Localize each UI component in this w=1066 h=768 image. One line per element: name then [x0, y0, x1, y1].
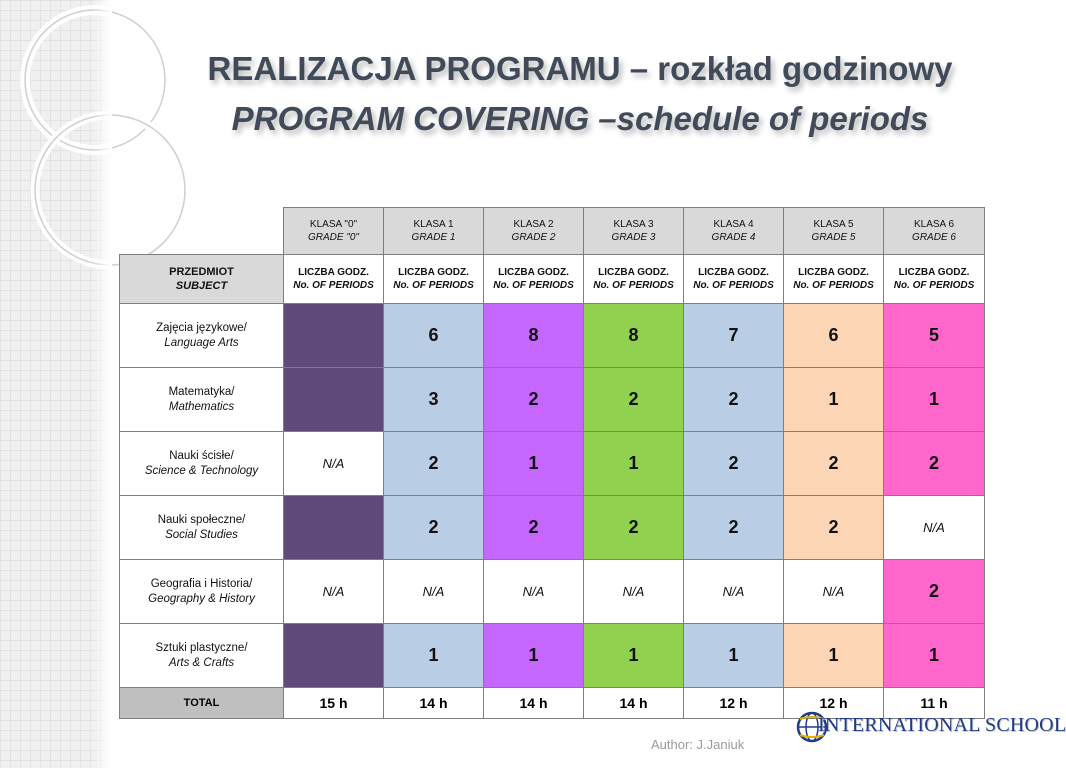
subject-name-en: Language Arts — [164, 337, 239, 349]
grade-header-6 — [884, 208, 985, 255]
total-value: 12 h — [684, 688, 784, 719]
grade-header-3 — [584, 208, 684, 255]
grade-label-en: GRADE 1 — [411, 232, 456, 243]
grade-label-pl: KLASA 6 — [913, 219, 955, 230]
period-cell — [284, 496, 384, 560]
periods-header: LICZBA GODZ. No. OF PERIODS — [284, 255, 384, 304]
period-cell: 2 — [884, 560, 985, 624]
subject-cell — [120, 624, 284, 688]
period-cell: 5 — [884, 304, 985, 368]
period-cell: 1 — [784, 624, 884, 688]
subject-header-en: SUBJECT — [175, 280, 228, 292]
grade-label-pl: KLASA 5 — [813, 219, 854, 230]
subject-name-pl: Geografia i Historia/ — [150, 578, 253, 590]
school-logo — [790, 703, 1066, 749]
grade-header-1 — [384, 208, 484, 255]
subject-name-pl: Zajęcia językowe/ — [156, 322, 247, 334]
period-cell: 6 — [384, 304, 484, 368]
period-cell: 2 — [884, 432, 985, 496]
period-cell: 1 — [884, 624, 985, 688]
total-value: 12 h — [784, 688, 884, 719]
period-cell: 2 — [684, 496, 784, 560]
total-value: 11 h — [884, 688, 985, 719]
subject-row — [120, 624, 985, 688]
period-cell: N/A — [384, 560, 484, 624]
grade-label-en: GRADE 2 — [511, 232, 556, 243]
total-label: TOTAL — [120, 688, 284, 719]
period-cell: N/A — [284, 432, 384, 496]
total-value: 14 h — [584, 688, 684, 719]
subject-name-pl: Sztuki plastyczne/ — [155, 642, 248, 654]
subject-header — [120, 255, 284, 304]
subject-row — [120, 560, 985, 624]
period-cell: 1 — [584, 624, 684, 688]
periods-header: LICZBA GODZ. No. OF PERIODS — [784, 255, 884, 304]
subject-row — [120, 432, 985, 496]
subject-name-en: Social Studies — [165, 529, 238, 541]
period-cell: 2 — [384, 496, 484, 560]
period-cell: 2 — [584, 368, 684, 432]
grade-label-pl: KLASA 1 — [413, 219, 454, 230]
period-cell: 2 — [384, 432, 484, 496]
decorative-rings — [0, 0, 112, 768]
period-cell: 2 — [784, 496, 884, 560]
period-cell: 2 — [784, 432, 884, 496]
grade-label-en: GRADE 5 — [811, 232, 856, 243]
grade-label-pl: KLASA 3 — [613, 219, 654, 230]
grade-header-row — [120, 208, 985, 255]
subject-cell — [120, 496, 284, 560]
subject-row — [120, 304, 985, 368]
subject-name-pl: Nauki społeczne/ — [157, 514, 246, 526]
subject-name-pl: Matematyka/ — [168, 386, 235, 398]
subject-name-pl: Nauki ścisłe/ — [169, 450, 234, 462]
period-cell: 6 — [784, 304, 884, 368]
author-credit: Author: J.Janiuk — [651, 737, 745, 752]
period-cell: N/A — [484, 560, 584, 624]
period-cell: 1 — [784, 368, 884, 432]
subject-rows — [120, 304, 985, 688]
period-cell: 8 — [584, 304, 684, 368]
period-cell: 2 — [684, 432, 784, 496]
periods-header: LICZBA GODZ. No. OF PERIODS — [384, 255, 484, 304]
period-cell: N/A — [784, 560, 884, 624]
grade-header-5 — [784, 208, 884, 255]
period-cell: 1 — [884, 368, 985, 432]
period-cell: 2 — [484, 368, 584, 432]
period-cell: 1 — [684, 624, 784, 688]
subject-header-pl: PRZEDMIOT — [169, 266, 234, 278]
periods-header: LICZBA GODZ. No. OF PERIODS — [684, 255, 784, 304]
subject-name-en: Arts & Crafts — [168, 657, 235, 669]
periods-header: LICZBA GODZ. No. OF PERIODS — [484, 255, 584, 304]
period-cell: 1 — [484, 432, 584, 496]
period-cell: 3 — [384, 368, 484, 432]
subject-name-en: Mathematics — [168, 401, 235, 413]
logo-text: INTERNATIONAL SCHOOL — [818, 714, 1066, 736]
grade-label-en: GRADE 3 — [611, 232, 656, 243]
grade-label-en: GRADE 4 — [711, 232, 756, 243]
grade-header-4 — [684, 208, 784, 255]
title-polish: REALIZACJA PROGRAMU – rozkład godzinowy — [207, 50, 953, 87]
title-english: PROGRAM COVERING –schedule of periods — [231, 100, 929, 137]
total-value: 15 h — [284, 688, 384, 719]
period-cell: N/A — [684, 560, 784, 624]
grade-label-pl: KLASA 2 — [513, 219, 554, 230]
subject-cell — [120, 368, 284, 432]
period-cell: 7 — [684, 304, 784, 368]
periods-header: LICZBA GODZ. No. OF PERIODS — [584, 255, 684, 304]
period-cell: N/A — [284, 560, 384, 624]
periods-header-row — [120, 255, 985, 304]
grade-label-pl: KLASA 4 — [713, 219, 754, 230]
period-cell: 1 — [384, 624, 484, 688]
period-cell — [284, 304, 384, 368]
period-cell: 1 — [484, 624, 584, 688]
total-value: 14 h — [384, 688, 484, 719]
blank-corner — [120, 208, 284, 255]
subject-name-en: Science & Technology — [144, 465, 259, 477]
period-cell: N/A — [884, 496, 985, 560]
subject-cell — [120, 432, 284, 496]
periods-header: LICZBA GODZ. No. OF PERIODS — [884, 255, 985, 304]
grade-header-0 — [284, 208, 384, 255]
subject-name-en: Geography & History — [148, 593, 255, 605]
period-cell — [284, 624, 384, 688]
schedule-table — [119, 207, 985, 719]
grade-label-en: GRADE "0" — [307, 232, 359, 243]
grade-header-2 — [484, 208, 584, 255]
period-cell: 8 — [484, 304, 584, 368]
grade-label-pl: KLASA "0" — [309, 219, 358, 230]
period-cell: 2 — [584, 496, 684, 560]
period-cell: 2 — [484, 496, 584, 560]
period-cell: 2 — [684, 368, 784, 432]
subject-row — [120, 368, 985, 432]
period-cell — [284, 368, 384, 432]
total-value: 14 h — [484, 688, 584, 719]
subject-cell — [120, 560, 284, 624]
subject-cell — [120, 304, 284, 368]
period-cell: 1 — [584, 432, 684, 496]
period-cell: N/A — [584, 560, 684, 624]
decorative-grid-strip — [0, 0, 112, 768]
subject-row — [120, 496, 985, 560]
grade-label-en: GRADE 6 — [912, 232, 956, 243]
